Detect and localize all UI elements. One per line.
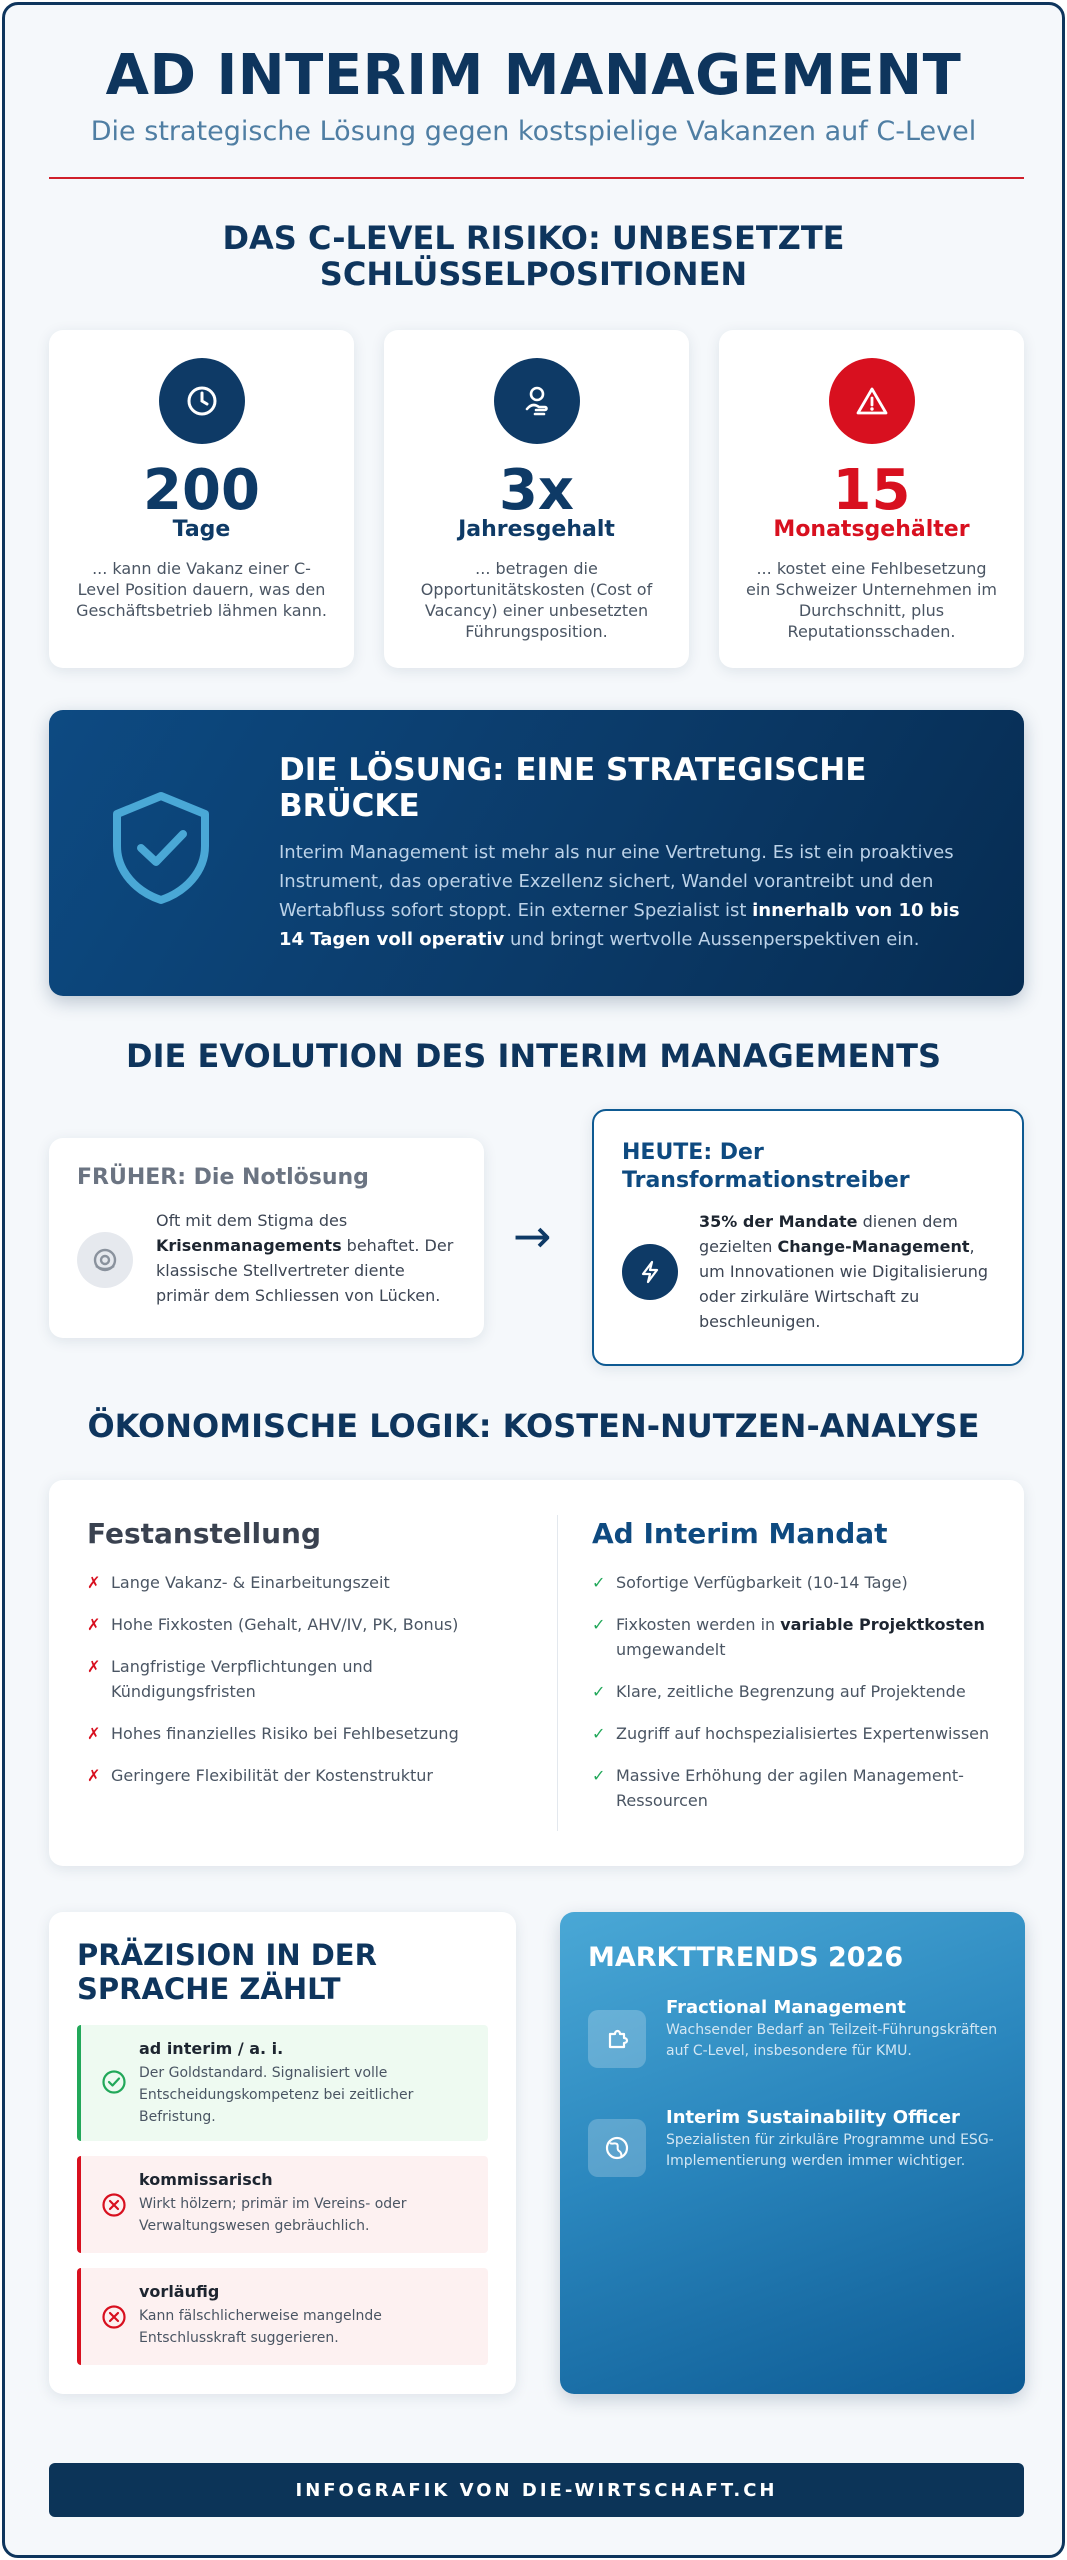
solution-text: [279, 838, 989, 954]
evolution-before-title: FRÜHER: Die Notlösung: [77, 1165, 369, 1190]
lifebuoy-icon: [77, 1232, 133, 1288]
cross-icon: ✗: [87, 1657, 101, 1676]
risk-section-title: [5, 220, 1062, 292]
list-item: [87, 1721, 507, 1746]
cross-icon: ✗: [87, 1615, 101, 1634]
list-item-text: Lange Vakanz- & Einarbeitungszeit: [111, 1573, 390, 1592]
precision-title-line2: SPRACHE ZÄHLT: [77, 1972, 341, 2006]
risk-number: 3x: [498, 458, 575, 523]
list-item-text: Langfristige Verpflichtungen und Kündigungsfristen: [111, 1657, 373, 1701]
list-item: [592, 1721, 992, 1746]
list-item: [87, 1570, 507, 1595]
globe-icon: [588, 2119, 646, 2177]
trend-name: Fractional Management: [666, 1997, 906, 2018]
risk-unit: Monatsgehälter: [773, 517, 970, 542]
cost-left-title: Festanstellung: [87, 1517, 322, 1550]
risk-description: ... kostet eine Fehlbesetzung ein Schweizer Unternehmen im Durchschnitt, plus Reputationsschaden.: [746, 559, 997, 641]
list-item: [87, 1654, 507, 1704]
precision-title: [77, 1938, 497, 2006]
page-subtitle: Die strategische Lösung gegen kostspielige Vakanzen auf C-Level: [90, 116, 977, 147]
list-item-text: Zugriff auf hochspezialisiertes Expertenwissen: [616, 1724, 990, 1743]
check-icon: ✓: [592, 1573, 606, 1592]
evolution-text-highlight: Change-Management: [777, 1237, 970, 1256]
column-divider: [557, 1515, 558, 1831]
risk-unit: Jahresgehalt: [458, 517, 615, 542]
precision-term: vorläufig: [139, 2282, 220, 2301]
check-circle-icon: [101, 2069, 127, 2095]
cost-left-list: [87, 1570, 507, 1805]
evolution-text-part: behaftet. Der klassische Stellvertreter diente primär dem Schliessen von Lücken.: [156, 1236, 454, 1305]
clock-icon: [159, 358, 245, 444]
footer-credit: INFOGRAFIK VON DIE-WIRTSCHAFT.CH: [49, 2463, 1024, 2517]
x-circle-icon: [101, 2192, 127, 2218]
risk-title-line1: DAS C-LEVEL RISIKO: UNBESETZTE: [222, 219, 845, 257]
page-title: AD INTERIM MANAGEMENT: [105, 43, 962, 108]
cross-icon: ✗: [87, 1766, 101, 1785]
solution-title-line2: BRÜCKE: [279, 788, 420, 824]
evolution-before-text: [156, 1208, 456, 1308]
risk-number: 15: [832, 458, 911, 523]
list-item-text: Hohes finanzielles Risiko bei Fehlbesetzung: [111, 1724, 459, 1743]
precision-text: Kann fälschlicherweise mangelnde Entschlusskraft suggerieren.: [139, 2308, 382, 2346]
precision-title-line1: PRÄZISION IN DER: [77, 1938, 377, 1972]
precision-term: ad interim / a. i.: [139, 2039, 284, 2058]
solution-title: [279, 752, 979, 824]
shield-check-icon: [101, 788, 221, 912]
risk-card-vacancy: [49, 330, 354, 668]
list-item-text: Sofortige Verfügbarkeit (10-14 Tage): [616, 1573, 908, 1592]
solution-text-part: und bringt wertvolle Aussenperspektiven ein.: [504, 929, 920, 950]
cost-benefit-card: [49, 1480, 1024, 1866]
list-item-text: Hohe Fixkosten (Gehalt, AHV/IV, PK, Bonus): [111, 1615, 459, 1634]
list-item-text-part: Fixkosten werden in: [616, 1615, 781, 1634]
evolution-text-part: Oft mit dem Stigma des: [156, 1211, 348, 1230]
risk-card-opportunity-cost: [384, 330, 689, 668]
title-divider: [49, 177, 1024, 179]
list-item-text: Geringere Flexibilität der Kostenstruktur: [111, 1766, 433, 1785]
evolution-text-part: dienen dem gezielten: [699, 1212, 958, 1256]
list-item-text: Klare, zeitliche Begrenzung auf Projektende: [616, 1682, 966, 1701]
precision-term: kommissarisch: [139, 2170, 273, 2189]
evolution-text-part: , um Innovationen wie Digitalisierung oder zirkuläre Wirtschaft zu beschleunigen.: [699, 1237, 989, 1331]
evolution-now-text: [699, 1209, 999, 1334]
evolution-now-card: [592, 1109, 1024, 1366]
evolution-now-title-line2: Transformationstreiber: [622, 1168, 910, 1193]
evolution-now-title: [622, 1139, 910, 1195]
solution-title-line1: DIE LÖSUNG: EINE STRATEGISCHE: [279, 752, 867, 788]
precision-text: Der Goldstandard. Signalisiert volle Entscheidungskompetenz bei zeitlicher Befristung.: [139, 2065, 414, 2125]
precision-item-positive: [77, 2025, 488, 2141]
cost-right-list: [592, 1570, 992, 1830]
list-item: [592, 1679, 992, 1704]
risk-description: ... kann die Vakanz einer C-Level Position dauern, was den Geschäftsbetrieb lähmen kann.: [76, 559, 327, 620]
cost-right-title: Ad Interim Mandat: [592, 1517, 888, 1550]
trend-description: Spezialisten für zirkuläre Programme und ESG-Implementierung werden immer wichtiger.: [666, 2132, 994, 2169]
trend-name: Interim Sustainability Officer: [666, 2107, 960, 2128]
check-icon: ✓: [592, 1724, 606, 1743]
infographic-frame: [2, 2, 1065, 2558]
puzzle-icon: [588, 2010, 646, 2068]
evolution-now-title-line1: HEUTE: Der: [622, 1140, 764, 1165]
evolution-text-highlight: Krisenmanagements: [156, 1236, 342, 1255]
cost-section-title: ÖKONOMISCHE LOGIK: KOSTEN-NUTZEN-ANALYSE: [87, 1407, 980, 1445]
arrow-right-icon: →: [513, 1209, 552, 1263]
list-item-text: [616, 1612, 992, 1662]
cross-icon: ✗: [87, 1573, 101, 1592]
market-trends-card: [560, 1912, 1025, 2394]
list-item: [592, 1763, 992, 1813]
cross-icon: ✗: [87, 1724, 101, 1743]
money-hand-icon: [494, 358, 580, 444]
list-item: [87, 1612, 507, 1637]
precision-item-negative: [77, 2268, 488, 2365]
risk-description: ... betragen die Opportunitätskosten (Cost of Vacancy) einer unbesetzten Führungsposition.: [420, 559, 653, 641]
x-circle-icon: [101, 2304, 127, 2330]
warning-icon: [829, 358, 915, 444]
evolution-text-highlight: 35% der Mandate: [699, 1212, 858, 1231]
evolution-before-card: [49, 1138, 484, 1338]
check-icon: ✓: [592, 1682, 606, 1701]
trend-description: Wachsender Bedarf an Teilzeit-Führungskräften auf C-Level, insbesondere für KMU.: [666, 2022, 998, 2059]
risk-title-line2: SCHLÜSSELPOSITIONEN: [319, 255, 748, 293]
lightning-icon: [622, 1244, 678, 1300]
risk-unit: Tage: [172, 517, 231, 542]
solution-banner: [49, 710, 1024, 996]
risk-number: 200: [143, 458, 260, 523]
list-item-highlight: variable Projektkosten: [780, 1615, 985, 1634]
list-item-text: Massive Erhöhung der agilen Management-Ressourcen: [616, 1766, 964, 1810]
solution-text-part: Interim Management ist mehr als nur eine Vertretung. Es ist ein proaktives Instrument, das operative Exzellenz sichert, Wandel vorantreibt und den Wertabfluss sofort stoppt. Ein externer Spezialist ist: [279, 842, 954, 921]
precision-item-negative: [77, 2156, 488, 2253]
list-item: [87, 1763, 507, 1788]
solution-text-highlight: innerhalb von 10 bis 14 Tagen voll operativ: [279, 900, 960, 950]
precision-card: [49, 1912, 516, 2394]
check-icon: ✓: [592, 1766, 606, 1785]
check-icon: ✓: [592, 1615, 606, 1634]
precision-text: Wirkt hölzern; primär im Vereins- oder Verwaltungswesen gebräuchlich.: [139, 2196, 407, 2234]
trends-title: MARKTTRENDS 2026: [588, 1942, 904, 1973]
risk-card-misplacement: [719, 330, 1024, 668]
list-item-text-part: umgewandelt: [616, 1640, 726, 1659]
list-item: [592, 1570, 992, 1595]
evolution-section-title: DIE EVOLUTION DES INTERIM MANAGEMENTS: [126, 1037, 941, 1075]
list-item: [592, 1612, 992, 1662]
